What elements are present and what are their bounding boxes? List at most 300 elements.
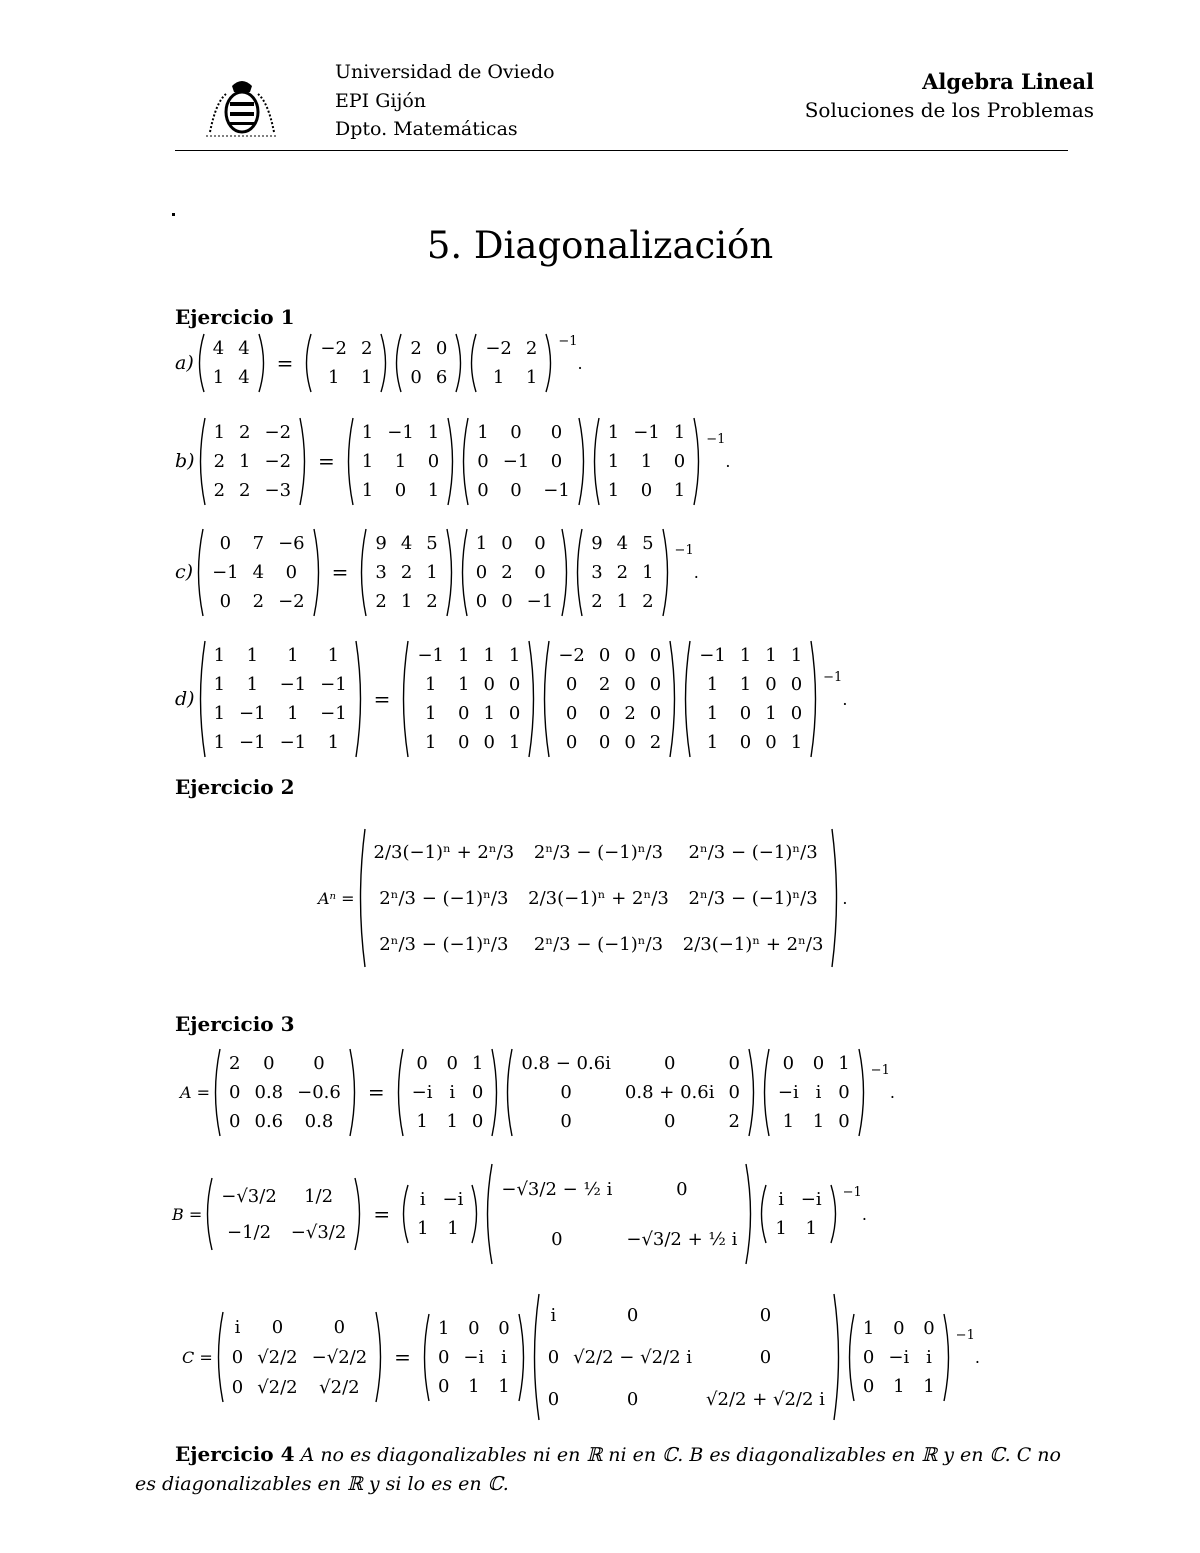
ej3-B-matrix-left-paren xyxy=(202,1176,214,1252)
ej1-c-matrix-Pinv-right-paren xyxy=(661,527,673,618)
ej3-C-matrix-D-cell: 0 xyxy=(626,1304,639,1326)
ej3-B-matrix-grid xyxy=(214,1178,353,1250)
ej1-b-matrix-P-cell: 1 xyxy=(361,450,374,472)
ej1-c-matrix-A-right-paren xyxy=(312,527,324,618)
ej1-d-matrix-P-cell: −1 xyxy=(417,645,444,666)
ej1-d-matrix-D xyxy=(539,639,680,759)
ej1-a-matrix-A-cell: 1 xyxy=(212,367,225,388)
ej2-matrix-right-paren xyxy=(830,827,842,969)
ej1-b-matrix-P-cell: 1 xyxy=(394,450,407,472)
ej1-c-matrix-D-right-paren xyxy=(560,527,572,618)
ej3-B-matrix-P-cell: 1 xyxy=(417,1218,429,1239)
ej1-b-matrix-Pinv-cell: 0 xyxy=(640,479,653,501)
ej3-C-matrix-cell: i xyxy=(234,1316,241,1338)
period: . xyxy=(842,888,848,908)
ej1-d-matrix-D-cell: 2 xyxy=(598,674,611,695)
ej2-matrix-cell: 2ⁿ/3 − (−1)ⁿ/3 xyxy=(688,841,818,863)
ej3-C-matrix-P-cell: −i xyxy=(463,1346,485,1368)
ej1-c-matrix-Pinv-cell: 9 xyxy=(591,532,603,554)
ej1-b-matrix-P xyxy=(343,416,458,507)
ej1-d-matrix-A-cell: 1 xyxy=(287,703,299,724)
ej1-c-matrix-A-cell: 4 xyxy=(252,561,265,583)
ej1-b-matrix-Pinv-cell: −1 xyxy=(633,421,660,443)
ej3-B-matrix-Pinv xyxy=(756,1183,840,1245)
inverse-exponent: −1 xyxy=(674,542,694,558)
ej3-A-matrix-cell: 0 xyxy=(229,1081,241,1103)
ej3-A-matrix-D-cell: 0 xyxy=(560,1110,572,1132)
equals-sign: = xyxy=(367,1080,385,1104)
university-name: Universidad de Oviedo xyxy=(335,61,555,83)
ej1-b-matrix-Pinv-left-paren xyxy=(589,416,601,507)
ej3-A-matrix-P-cell: 0 xyxy=(416,1052,428,1074)
ej3-C-matrix-D-right-paren xyxy=(832,1292,844,1422)
ej1-c-row xyxy=(175,527,699,617)
inverse-exponent: −1 xyxy=(706,431,726,447)
ej1-b-matrix-A-cell: −2 xyxy=(264,421,292,443)
header-course xyxy=(805,68,1094,124)
ej3-A-matrix-Pinv-cell: 0 xyxy=(782,1052,795,1074)
ej1-d-matrix-P-cell: 1 xyxy=(508,732,521,753)
ej3-B-matrix-P-cell: 1 xyxy=(447,1218,459,1239)
ej1-c-matrix-D-cell: 0 xyxy=(534,532,546,554)
ej1-c-matrix-P-left-paren xyxy=(356,527,368,618)
ej1-a-matrix-Pinv-cell: 1 xyxy=(492,367,505,388)
ej3-C-matrix-Pinv-grid xyxy=(856,1314,942,1401)
ej3-B-matrix-D-cell: 0 xyxy=(551,1228,563,1250)
ej3-A-matrix-D-cell: 0 xyxy=(728,1081,740,1103)
ej1-c-matrix-A-cell: 0 xyxy=(219,532,232,554)
ej1-d-matrix-A-cell: 1 xyxy=(213,674,226,695)
ej3-A-matrix-Pinv-grid xyxy=(771,1049,857,1136)
ej1-b-matrix-D-grid xyxy=(470,418,577,505)
ej3-B-matrix-D-right-paren xyxy=(744,1162,756,1266)
ej1-c-matrix-P-grid xyxy=(368,529,444,616)
ej3-B-matrix-P-cell: i xyxy=(419,1189,426,1210)
ej3-A-matrix-Pinv-cell: 1 xyxy=(812,1110,825,1132)
ej3-A-name: A = xyxy=(180,1082,211,1102)
ej1-b-matrix-A-cell: 2 xyxy=(239,421,251,443)
ej3-A-matrix-D-cell: 0 xyxy=(663,1110,676,1132)
ej1-c-matrix-Pinv-grid xyxy=(584,529,660,616)
ej1-b-matrix-P-cell: −1 xyxy=(387,421,414,443)
ej3-B-row xyxy=(172,1158,867,1270)
ej1-d-matrix-A-grid xyxy=(207,641,354,757)
ej3-C-matrix-P-cell: 1 xyxy=(437,1317,450,1339)
ej1-c-matrix-A-grid xyxy=(205,529,312,616)
ej3-A-matrix-P-cell: 0 xyxy=(471,1081,484,1103)
ej1-d-matrix-P-cell: 1 xyxy=(424,703,437,724)
ej3-A-matrix-D xyxy=(502,1047,759,1138)
ej3-C-matrix-D-cell: 0 xyxy=(759,1304,772,1326)
ej1-c-matrix-A-cell: 2 xyxy=(252,590,265,612)
ej3-A-matrix-D-left-paren xyxy=(502,1047,514,1138)
ej3-A-matrix-Pinv-cell: −i xyxy=(777,1081,799,1103)
ej3-A-matrix-P-right-paren xyxy=(490,1047,502,1138)
ej1-d-matrix-P-left-paren xyxy=(398,639,410,759)
ej1-b-matrix-P-cell: 1 xyxy=(361,479,374,501)
ej3-A-matrix-cell: 0 xyxy=(313,1052,325,1074)
ej3-A-matrix-Pinv-right-paren xyxy=(857,1047,869,1138)
ej1-d-matrix-Pinv-cell: 1 xyxy=(790,732,803,753)
ej1-b-matrix-A-grid xyxy=(207,418,298,505)
ej3-A-matrix-D-cell: 0 xyxy=(663,1052,676,1074)
ej1-d-matrix-Pinv-cell: 0 xyxy=(739,732,752,753)
ej1-d-matrix-A-cell: 1 xyxy=(327,645,340,666)
ej1-b-matrix-D-cell: −1 xyxy=(543,479,570,501)
ej1-d-matrix-D-cell: 0 xyxy=(565,732,578,753)
ej1-c-matrix-Pinv-left-paren xyxy=(572,527,584,618)
equals-sign: = xyxy=(373,687,391,711)
ej3-C-matrix-Pinv-cell: 1 xyxy=(862,1317,875,1339)
ej1-a-matrix-Pinv-left-paren xyxy=(466,332,478,394)
ej1-c-matrix-D xyxy=(457,527,572,618)
page-title: 5. Diagonalización xyxy=(426,224,774,267)
ej3-C-matrix-Pinv-cell: −i xyxy=(888,1346,910,1368)
ej1-d-matrix-D-cell: 0 xyxy=(598,703,611,724)
ej3-A-matrix-left-paren xyxy=(210,1047,222,1138)
ej1-d-matrix-Pinv-cell: 0 xyxy=(790,703,803,724)
ej1-a-matrix-D-cell: 0 xyxy=(435,338,448,359)
ej1-d-matrix-P-cell: 1 xyxy=(457,645,470,666)
ej1-a-matrix-P-cell: −2 xyxy=(320,338,347,359)
period: . xyxy=(725,451,731,471)
ej3-C-matrix-P-right-paren xyxy=(517,1312,529,1403)
ej1-b-matrix-P-left-paren xyxy=(343,416,355,507)
ej1-d-matrix-D-cell: 2 xyxy=(624,703,636,724)
ej3-B-matrix-Pinv-right-paren xyxy=(829,1183,841,1245)
ej1-a-matrix-D-cell: 6 xyxy=(435,367,448,388)
ej1-d-matrix-A-cell: 1 xyxy=(327,732,340,753)
ej3-C-matrix-Pinv-cell: 1 xyxy=(893,1375,905,1397)
ej3-B-matrix-D-cell: −√3/2 − ½ i xyxy=(501,1178,613,1200)
ej3-C-matrix-P xyxy=(419,1312,529,1403)
ej2-matrix-cell: 2ⁿ/3 − (−1)ⁿ/3 xyxy=(379,887,509,909)
ej3-A-matrix-D-cell: 2 xyxy=(728,1110,740,1132)
ej1-c-matrix-D-cell: 0 xyxy=(501,532,513,554)
ej2-heading: Ejercicio 2 xyxy=(175,775,295,799)
ej3-B-matrix-cell: −1/2 xyxy=(226,1221,272,1243)
ej1-a-matrix-P-cell: 2 xyxy=(360,338,373,359)
period: . xyxy=(861,1204,867,1224)
ej1-c-matrix-A-cell: 7 xyxy=(252,532,265,554)
ej1-b-matrix-A-cell: 2 xyxy=(213,450,226,472)
ej1-b-matrix-Pinv-cell: 1 xyxy=(607,450,620,472)
ej3-A-matrix-D-grid xyxy=(514,1049,747,1136)
ej1-d-matrix-D-cell: 0 xyxy=(624,645,636,666)
ej2-matrix-left-paren xyxy=(355,827,367,969)
ej1-d-matrix-A xyxy=(195,639,366,759)
ej1-d-matrix-Pinv-cell: 1 xyxy=(706,703,719,724)
ej1-a-label: a) xyxy=(175,352,194,374)
ej1-b-matrix-A xyxy=(195,416,310,507)
ej3-C-matrix-grid xyxy=(225,1312,374,1402)
ej3-C-matrix-cell: √2/2 xyxy=(257,1376,298,1398)
ej1-d-matrix-D-cell: 0 xyxy=(565,674,578,695)
ej3-B-matrix-cell: 1/2 xyxy=(304,1185,334,1207)
ej1-b-matrix-A-cell: −3 xyxy=(264,479,292,501)
ej3-B-matrix-P-grid xyxy=(410,1185,470,1243)
ej3-C-matrix-D-cell: i xyxy=(550,1304,557,1326)
ej1-c-matrix-D-left-paren xyxy=(457,527,469,618)
ej1-d-matrix-D-cell: 0 xyxy=(565,703,578,724)
ej3-A-matrix-D-cell: 0.8 − 0.6i xyxy=(521,1052,611,1074)
ej1-b-matrix-Pinv xyxy=(589,416,704,507)
ej1-a-matrix-D-right-paren xyxy=(454,332,466,394)
ej1-b-matrix-Pinv-cell: 1 xyxy=(607,421,620,443)
ej3-C-matrix-D-cell: √2/2 + √2/2 i xyxy=(706,1388,825,1410)
header-institution xyxy=(335,58,555,144)
ej1-d-matrix-P-cell: 1 xyxy=(483,645,495,666)
ej1-c-label: c) xyxy=(175,561,194,583)
ej1-d-row xyxy=(175,640,847,758)
ej1-b-matrix-Pinv-cell: 0 xyxy=(673,450,686,472)
ej3-C-row xyxy=(182,1290,980,1424)
ej2-matrix-cell: 2ⁿ/3 − (−1)ⁿ/3 xyxy=(533,841,664,863)
ej1-d-matrix-A-cell: 1 xyxy=(246,674,259,695)
ej1-a-matrix-D-left-paren xyxy=(391,332,403,394)
ej1-a-matrix-A-right-paren xyxy=(257,332,269,394)
ej1-a-matrix-Pinv-cell: 1 xyxy=(525,367,538,388)
ej1-c-matrix-P-cell: 2 xyxy=(375,590,387,612)
ej3-A-matrix-Pinv-cell: 0 xyxy=(838,1081,850,1103)
ej1-c-matrix-P-cell: 5 xyxy=(426,532,438,554)
ej1-d-matrix-D-cell: −2 xyxy=(558,645,585,666)
ej1-b-matrix-D-cell: 0 xyxy=(477,450,489,472)
ej3-heading: Ejercicio 3 xyxy=(175,1012,295,1036)
ej3-B-matrix-D xyxy=(482,1162,756,1266)
ej3-C-matrix-Pinv-cell: 0 xyxy=(923,1317,935,1339)
ej3-C-name: C = xyxy=(182,1347,213,1367)
ej1-b-matrix-D-cell: 0 xyxy=(477,479,489,501)
ej1-b-matrix-A-cell: −2 xyxy=(264,450,292,472)
ej3-A-matrix-D-right-paren xyxy=(747,1047,759,1138)
ej1-b-matrix-A-cell: 2 xyxy=(239,479,251,501)
ej3-C-matrix-P-left-paren xyxy=(419,1312,431,1403)
ej1-b-matrix-D-cell: 0 xyxy=(550,421,563,443)
ej3-B-matrix-D-cell: 0 xyxy=(676,1178,688,1200)
ej1-d-matrix-D-cell: 0 xyxy=(649,645,662,666)
ej3-C-matrix-P-cell: 1 xyxy=(498,1375,510,1397)
ej1-d-matrix-D-left-paren xyxy=(539,639,551,759)
equals-sign: = xyxy=(318,449,335,473)
ej3-B-matrix-Pinv-grid xyxy=(768,1185,828,1243)
ej3-B-matrix-D-cell: −√3/2 + ½ i xyxy=(626,1228,738,1250)
ej1-b-matrix-P-cell: 0 xyxy=(427,450,440,472)
ej1-b-label: b) xyxy=(175,450,195,472)
ej3-A-matrix-P xyxy=(393,1047,503,1138)
ej1-b-matrix-P-cell: 1 xyxy=(427,479,440,501)
ej1-d-matrix-P-cell: 1 xyxy=(424,674,437,695)
ej3-C-matrix xyxy=(213,1310,386,1404)
ej3-C-matrix-cell: −√2/2 xyxy=(311,1346,368,1368)
ej3-A-matrix-P-cell: i xyxy=(449,1081,456,1103)
ej3-C-matrix-D-cell: 0 xyxy=(547,1388,560,1410)
ej2-lhs: Aⁿ = xyxy=(318,888,355,908)
ej3-B-matrix-P xyxy=(398,1183,482,1245)
ej1-b-matrix-A-cell: 2 xyxy=(213,479,226,501)
ej3-C-matrix-P-cell: 1 xyxy=(468,1375,480,1397)
ej1-c-matrix-Pinv-cell: 2 xyxy=(642,590,654,612)
ej1-c-matrix-A-cell: 0 xyxy=(219,590,232,612)
ej1-d-matrix-A-left-paren xyxy=(195,639,207,759)
ej1-d-matrix-P-grid xyxy=(410,641,527,757)
ej1-a-matrix-D xyxy=(391,332,466,394)
ej2-matrix-grid xyxy=(367,829,831,967)
ej1-d-matrix-Pinv-cell: 1 xyxy=(739,645,752,666)
ej1-d-matrix-A-cell: 1 xyxy=(287,645,299,666)
ej3-C-matrix-cell: 0 xyxy=(231,1346,244,1368)
ej1-c-matrix-P-cell: 1 xyxy=(400,590,413,612)
ej1-b-matrix-D-cell: 0 xyxy=(510,421,522,443)
ej3-A-matrix-Pinv-cell: 0 xyxy=(812,1052,825,1074)
ej1-a-matrix-P-right-paren xyxy=(379,332,391,394)
ej1-d-matrix-P-cell: 1 xyxy=(483,703,495,724)
ej3-B-matrix-Pinv-cell: 1 xyxy=(805,1218,817,1239)
ej1-c-matrix-D-cell: 0 xyxy=(475,561,488,583)
ej3-C-matrix-D-cell: √2/2 − √2/2 i xyxy=(573,1346,693,1368)
ej3-B-matrix-cell: −√3/2 xyxy=(221,1185,277,1207)
ej1-a-row xyxy=(175,332,583,394)
ej3-A-matrix-P-cell: −i xyxy=(411,1081,433,1103)
ej1-d-matrix-P-cell: 0 xyxy=(457,732,470,753)
course-subtitle: Soluciones de los Problemas xyxy=(804,98,1094,122)
ej3-A-matrix-right-paren xyxy=(348,1047,360,1138)
ej1-d-matrix-Pinv-left-paren xyxy=(680,639,692,759)
ej1-c-matrix-P-cell: 1 xyxy=(426,561,438,583)
ej1-d-matrix-Pinv-cell: 1 xyxy=(706,674,719,695)
period: . xyxy=(889,1082,895,1102)
ej1-c-matrix-D-cell: 1 xyxy=(475,532,488,554)
ej3-C-matrix-Pinv-left-paren xyxy=(844,1312,856,1403)
ej3-A-matrix-cell: 2 xyxy=(229,1052,241,1074)
ej1-d-matrix-A-cell: 1 xyxy=(213,732,226,753)
ej1-c-matrix-A-cell: −2 xyxy=(278,590,305,612)
ej3-A-matrix-cell: −0.6 xyxy=(297,1081,341,1103)
ej2-matrix-cell: 2ⁿ/3 − (−1)ⁿ/3 xyxy=(688,887,818,909)
ej1-b-matrix-Pinv-cell: 1 xyxy=(640,450,653,472)
ej2-matrix-cell: 2ⁿ/3 − (−1)ⁿ/3 xyxy=(533,933,664,955)
ej1-a-matrix-A-cell: 4 xyxy=(238,338,250,359)
ej3-A-matrix-P-cell: 1 xyxy=(416,1110,428,1132)
ej1-c-matrix-D-cell: −1 xyxy=(526,590,554,612)
ej3-C-matrix-D xyxy=(529,1292,844,1422)
dot-mark xyxy=(172,213,175,216)
ej1-c-matrix-Pinv-cell: 5 xyxy=(642,532,654,554)
department-name: Dpto. Matemáticas xyxy=(335,118,518,140)
equals-sign: = xyxy=(373,1202,391,1226)
ej1-d-matrix-Pinv-cell: 1 xyxy=(706,732,719,753)
ej1-b-matrix-Pinv-right-paren xyxy=(692,416,704,507)
period: . xyxy=(842,689,848,709)
ej1-c-matrix-Pinv-cell: 2 xyxy=(591,590,603,612)
ej1-b-matrix-P-right-paren xyxy=(446,416,458,507)
ej1-c-matrix-D-cell: 0 xyxy=(501,590,513,612)
period: . xyxy=(693,562,699,582)
ej3-A-matrix-P-cell: 0 xyxy=(471,1110,484,1132)
ej1-d-matrix-D-cell: 0 xyxy=(649,703,662,724)
inverse-exponent: −1 xyxy=(955,1327,975,1343)
ej3-C-matrix-Pinv-cell: 0 xyxy=(862,1375,875,1397)
ej3-A-matrix-Pinv-cell: i xyxy=(815,1081,822,1103)
period: . xyxy=(577,353,583,373)
ej3-A-row xyxy=(180,1046,895,1138)
ej1-a-matrix-P-cell: 1 xyxy=(327,367,340,388)
ej3-A-matrix-cell: 0 xyxy=(229,1110,241,1132)
ej1-b-matrix-D-right-paren xyxy=(577,416,589,507)
ej1-d-matrix-D-cell: 2 xyxy=(649,732,662,753)
ej2-matrix-cell: 2/3(−1)ⁿ + 2ⁿ/3 xyxy=(528,887,669,909)
ej3-C-matrix-Pinv-cell: i xyxy=(926,1346,932,1368)
ej3-A-matrix-Pinv-cell: 1 xyxy=(838,1052,850,1074)
ej1-c-matrix-A xyxy=(193,527,324,618)
ej1-c-matrix-P-cell: 3 xyxy=(375,561,387,583)
ej3-C-matrix-D-grid xyxy=(541,1294,832,1420)
ej1-b-matrix-D-cell: 0 xyxy=(510,479,522,501)
ej1-c-matrix-D-cell: 0 xyxy=(475,590,488,612)
ej1-d-matrix-Pinv xyxy=(680,639,821,759)
ej3-A-matrix-D-cell: 0.8 + 0.6i xyxy=(624,1081,715,1103)
ej1-d-matrix-Pinv-cell: 1 xyxy=(765,703,777,724)
ej1-b-matrix-P-cell: 0 xyxy=(394,479,407,501)
ej1-a-matrix-P xyxy=(301,332,391,394)
ej1-a-matrix-P-cell: 1 xyxy=(360,367,373,388)
ej1-d-matrix-A-cell: 1 xyxy=(213,645,226,666)
ej1-a-matrix-Pinv-cell: 2 xyxy=(525,338,538,359)
ej1-c-matrix-Pinv-cell: 1 xyxy=(616,590,629,612)
ej1-c-matrix-P-right-paren xyxy=(445,527,457,618)
ej3-A-matrix-cell: 0.6 xyxy=(254,1110,284,1132)
ej1-b-matrix-A-cell: 1 xyxy=(239,450,251,472)
ej3-A-matrix-Pinv-left-paren xyxy=(759,1047,771,1138)
ej3-C-matrix-D-cell: 0 xyxy=(759,1346,772,1368)
ej3-A-matrix-Pinv-cell: 0 xyxy=(838,1110,850,1132)
ej2-row xyxy=(318,818,848,978)
ej3-A-matrix-P-cell: 0 xyxy=(446,1052,458,1074)
equals-sign: = xyxy=(394,1345,411,1369)
ej3-B-matrix-cell: −√3/2 xyxy=(290,1221,347,1243)
ej3-A-matrix-grid xyxy=(222,1049,348,1136)
ej3-B-matrix xyxy=(202,1176,365,1252)
ej3-C-matrix-cell: 0 xyxy=(271,1316,284,1338)
ej1-b-matrix-D-cell: −1 xyxy=(502,450,530,472)
ej1-d-matrix-P-cell: 0 xyxy=(457,703,470,724)
ej1-a-matrix-A-grid xyxy=(206,334,257,392)
ej3-A-matrix-cell: 0.8 xyxy=(304,1110,334,1132)
ej1-c-matrix-A-left-paren xyxy=(193,527,205,618)
ej3-C-matrix-cell: √2/2 xyxy=(257,1346,298,1368)
ej1-d-matrix-P xyxy=(398,639,539,759)
ej3-B-matrix-P-cell: −i xyxy=(442,1189,464,1210)
ej3-A-matrix-P-left-paren xyxy=(393,1047,405,1138)
ej4-text: A no es diagonalizables ni en ℝ ni en ℂ. B es diagonalizables en ℝ y en ℂ. C no es diagonalizables en ℝ y si lo es en ℂ. xyxy=(135,1444,1061,1495)
ej1-d-matrix-Pinv-right-paren xyxy=(809,639,821,759)
ej1-d-matrix-Pinv-cell: 0 xyxy=(765,732,777,753)
ej1-d-matrix-Pinv-cell: 0 xyxy=(739,703,752,724)
ej1-d-matrix-D-right-paren xyxy=(668,639,680,759)
ej1-d-matrix-P-cell: 1 xyxy=(508,645,521,666)
ej3-C-matrix-P-cell: 0 xyxy=(437,1375,450,1397)
ej1-a-matrix-A-cell: 4 xyxy=(238,367,250,388)
ej3-A-matrix-D-cell: 0 xyxy=(728,1052,740,1074)
ej1-a-matrix-Pinv-grid xyxy=(478,334,544,392)
ej3-B-name: B = xyxy=(172,1204,203,1224)
ej1-d-label: d) xyxy=(175,688,195,710)
ej3-C-matrix-Pinv-cell: 1 xyxy=(923,1375,935,1397)
ej3-C-matrix-P-grid xyxy=(431,1314,517,1401)
ej3-C-matrix-P-cell: 0 xyxy=(498,1317,510,1339)
ej1-a-matrix-D-cell: 0 xyxy=(410,367,422,388)
ej1-c-matrix-Pinv xyxy=(572,527,672,618)
